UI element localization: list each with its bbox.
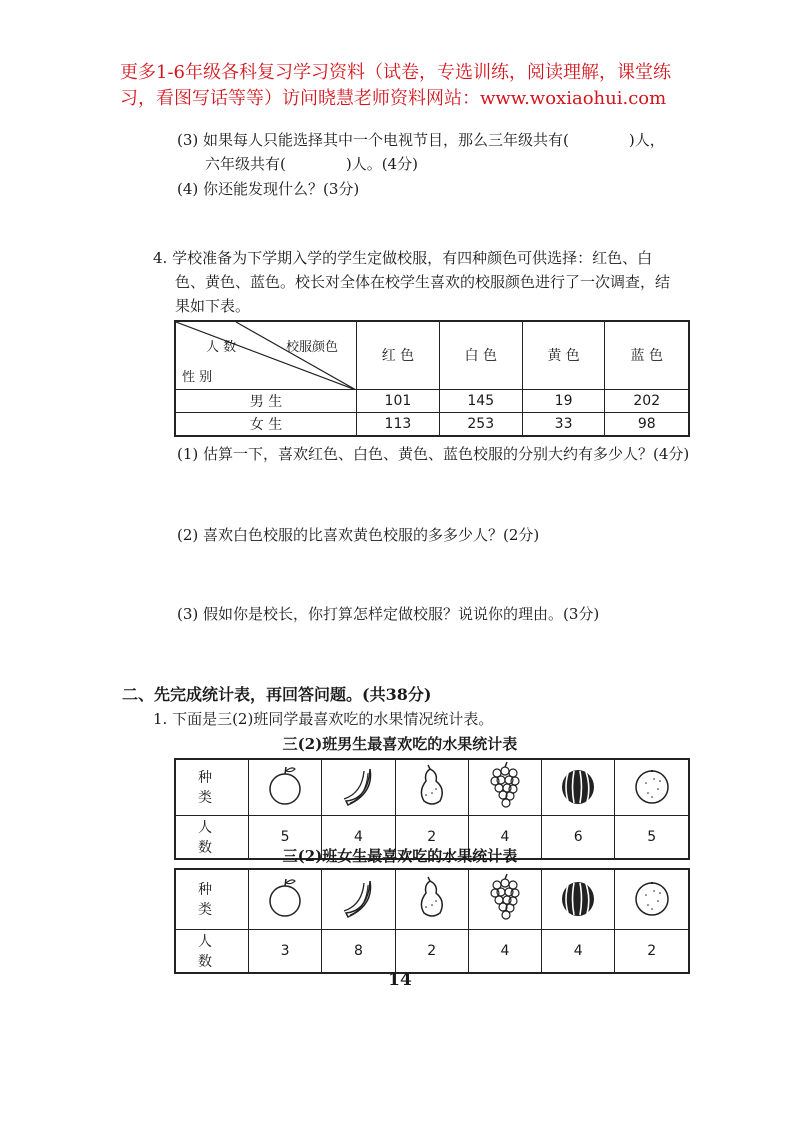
ad-line-1: 更多1-6年级各科复习学习资料（试卷，专选训练，阅读理解，课堂练 (120, 62, 671, 83)
fruit-cell (468, 759, 541, 815)
question-4: (4) 你还能发现什么？(3分) (177, 180, 360, 198)
girls-table-title: 三(2)班女生最喜欢吃的水果统计表 (282, 847, 518, 865)
fruit-cell (468, 869, 541, 929)
color-header-yellow: 黄 色 (522, 321, 605, 389)
count-cell: 6 (542, 815, 615, 859)
girls-count-row (175, 929, 689, 973)
apple-icon (265, 763, 305, 807)
kind-label: 种 类 (175, 759, 249, 815)
section-2-heading: 二、先完成统计表，再回答问题。(共38分) (122, 685, 432, 704)
pear-icon (412, 763, 452, 807)
color-header-red: 红 色 (357, 321, 440, 389)
count-cell: 4 (542, 929, 615, 973)
question-3-line-1: (3) 如果每人只能选择其中一个电视节目，那么三年级共有( )人， (177, 131, 665, 149)
count-cell: 8 (322, 929, 395, 973)
color-header-white: 白 色 (439, 321, 522, 389)
row-label: 女 生 (175, 412, 357, 436)
grape-icon (485, 873, 525, 921)
count-label: 人 数 (175, 815, 249, 859)
cell-value: 113 (357, 412, 440, 436)
count-label: 人 数 (175, 929, 249, 973)
orange-icon (632, 875, 672, 919)
watermelon-icon (558, 763, 598, 807)
cell-value: 253 (439, 412, 522, 436)
section-2-item-1: 1. 下面是三(2)班同学最喜欢吃的水果情况统计表。 (153, 710, 494, 728)
fruit-cell (615, 759, 689, 815)
color-header-blue: 蓝 色 (605, 321, 689, 389)
boys-table-title: 三(2)班男生最喜欢吃的水果统计表 (282, 735, 518, 753)
fruit-cell (615, 869, 689, 929)
row-label: 男 生 (175, 389, 357, 412)
fruit-cell (542, 759, 615, 815)
question-3-line-2: 六年级共有( )人。(4分) (205, 155, 418, 173)
count-cell: 4 (468, 929, 541, 973)
fruit-cell (249, 869, 322, 929)
count-cell: 2 (395, 929, 468, 973)
table-row-girls (175, 412, 689, 436)
header-color: 校服颜色 (286, 340, 339, 355)
problem-4-sub-3: (3) 假如你是校长，你打算怎样定做校服？说说你的理由。(3分) (177, 605, 600, 623)
cell-value: 98 (605, 412, 689, 436)
problem-4-line-1: 4. 学校准备为下学期入学的学生定做校服，有四种颜色可供选择：红色、白 (153, 249, 653, 267)
ad-banner (120, 60, 720, 112)
uniform-color-table (174, 320, 690, 437)
table-row-boys (175, 389, 689, 412)
fruit-cell (395, 759, 468, 815)
count-cell: 3 (249, 929, 322, 973)
count-cell: 4 (468, 815, 541, 859)
banana-icon (338, 763, 378, 807)
problem-4-sub-1: (1) 估算一下，喜欢红色、白色、黄色、蓝色校服的分别大约有多少人？(4分) (177, 445, 690, 463)
orange-icon (632, 763, 672, 807)
kind-label: 种 类 (175, 869, 249, 929)
grape-icon (485, 761, 525, 809)
problem-4-line-3: 果如下表。 (175, 297, 251, 315)
count-cell: 2 (615, 929, 689, 973)
fruit-cell (322, 869, 395, 929)
ad-line-2[interactable]: 习，看图写话等等）访问晓慧老师资料网站：www.woxiaohui.com (120, 88, 667, 109)
cell-value: 33 (522, 412, 605, 436)
watermelon-icon (558, 875, 598, 919)
problem-4-line-2: 色、黄色、蓝色。校长对全体在校学生喜欢的校服颜色进行了一次调查，结 (175, 273, 671, 291)
page-number: 14 (388, 970, 412, 990)
count-cell: 5 (615, 815, 689, 859)
cell-value: 202 (605, 389, 689, 412)
cell-value: 145 (439, 389, 522, 412)
fruit-cell (542, 869, 615, 929)
fruit-cell (395, 869, 468, 929)
count-cell: 4 (322, 815, 395, 859)
banana-icon (338, 875, 378, 919)
apple-icon (265, 875, 305, 919)
header-count: 人 数 (206, 340, 237, 355)
girls-fruit-table (174, 868, 690, 974)
fruit-cell (322, 759, 395, 815)
count-cell: 5 (249, 815, 322, 859)
cell-value: 19 (522, 389, 605, 412)
problem-4-sub-2: (2) 喜欢白色校服的比喜欢黄色校服的多多少人？(2分) (177, 526, 540, 544)
count-cell: 2 (395, 815, 468, 859)
pear-icon (412, 875, 452, 919)
cell-value: 101 (357, 389, 440, 412)
fruit-cell (249, 759, 322, 815)
header-gender: 性 别 (182, 370, 213, 385)
diagonal-header-cell (175, 321, 357, 389)
